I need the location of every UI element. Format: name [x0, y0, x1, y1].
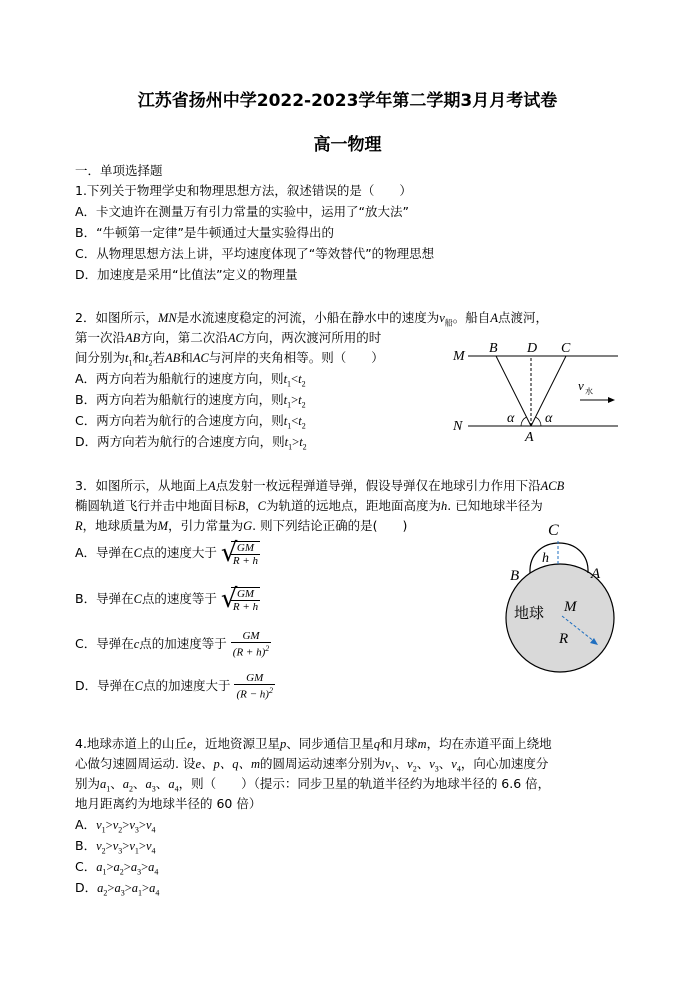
- var-e: e: [186, 737, 193, 751]
- section-heading: 一．单项选择题: [75, 163, 163, 178]
- q3-option-d: [75, 672, 275, 701]
- var-t: t: [299, 435, 303, 449]
- var-c: C: [134, 678, 143, 693]
- q4-option-b: [75, 838, 156, 859]
- text: C．两方向若为航行的合速度方向，则: [75, 413, 284, 428]
- var-a: A: [490, 311, 498, 325]
- sub: 4: [151, 825, 156, 835]
- text: 为轨道的远地点，距地面高度为: [266, 498, 442, 513]
- text: 是水流速度稳定的河流，小船在静水中的速度为: [176, 310, 440, 325]
- text: . 则下列结论正确的是( ): [252, 518, 408, 533]
- denominator: [234, 684, 274, 701]
- q2-option-c: [75, 413, 306, 434]
- sub: 2: [101, 846, 106, 856]
- sub: 2: [301, 400, 306, 410]
- sub: 2: [301, 421, 306, 431]
- sub: 4: [151, 846, 156, 856]
- var-v: v: [439, 311, 445, 325]
- sub: 1: [128, 358, 133, 368]
- gt: >: [107, 881, 115, 895]
- text: D．导弹在: [75, 677, 135, 693]
- var: v: [145, 818, 152, 832]
- label-h: h: [542, 551, 549, 566]
- text: C．导弹在: [75, 635, 134, 651]
- q1-option-a: A．卡文迪许在测量万有引力常量的实验中，运用了“放大法”: [75, 204, 410, 219]
- text: D．两方向若为航行的合速度方向，则: [75, 434, 285, 449]
- angle-arc-left: [521, 417, 527, 426]
- text: ，向心加速度分: [460, 756, 549, 771]
- exam-title: 江苏省扬州中学2022-2023学年第二学期3月月考试卷: [137, 91, 558, 111]
- sub: 1: [390, 764, 395, 774]
- sqrt-expression: [221, 586, 260, 613]
- var-v: v: [407, 757, 413, 771]
- q2-option-b: [75, 392, 306, 413]
- label-d: D: [527, 341, 538, 356]
- var-a: a: [168, 777, 175, 791]
- var: a: [149, 881, 156, 895]
- text: 和: [132, 350, 146, 365]
- label-a: A: [591, 566, 601, 582]
- var-ac: AC: [227, 331, 244, 345]
- text: 间分别为: [75, 350, 126, 365]
- q4-stem-line1: [75, 736, 552, 752]
- var-t: t: [298, 372, 302, 386]
- text: B．两方向若为船航行的速度方向，则: [75, 392, 284, 407]
- var: a: [97, 881, 104, 895]
- sub: 2: [301, 379, 306, 389]
- sub: 3: [118, 846, 123, 856]
- label-v-sub: 水: [585, 387, 593, 396]
- text: A．导弹在: [75, 545, 134, 560]
- var-p: p: [280, 737, 287, 751]
- sep: 、: [416, 756, 430, 771]
- numerator: GM: [236, 542, 255, 554]
- text: ，: [245, 498, 258, 513]
- label-c: C: [548, 522, 559, 539]
- radical-sign: √: [220, 538, 238, 568]
- var-v: v: [385, 757, 391, 771]
- sub: 1: [106, 784, 111, 794]
- text: 点的加速度大于: [142, 677, 231, 693]
- text: 。船自: [452, 310, 491, 325]
- var-t: t: [283, 372, 288, 386]
- q4-stem-line4: 地月距离约为地球半径的 60 倍）: [75, 796, 262, 811]
- var-m: M: [157, 519, 169, 533]
- sub: 2: [412, 764, 417, 774]
- var: v: [129, 839, 135, 853]
- var: v: [129, 818, 135, 832]
- q4-option-d: [75, 880, 159, 901]
- var: v: [145, 839, 152, 853]
- sub: 3: [137, 867, 142, 877]
- sub: 2: [302, 442, 307, 452]
- var-acb: ACB: [540, 479, 565, 493]
- var: v: [112, 818, 119, 832]
- label-a: A: [525, 430, 534, 445]
- text: 和月球: [380, 736, 418, 751]
- var: v: [96, 839, 102, 853]
- numerator: GM: [246, 672, 264, 684]
- sub: 4: [174, 784, 179, 794]
- label-n: N: [453, 419, 463, 434]
- label-m: M: [453, 349, 465, 364]
- var-ab: AB: [165, 351, 181, 365]
- vars-epqm: e、p、q、m: [195, 757, 261, 771]
- text: 椭圆轨道飞行并击中地面目标: [75, 498, 238, 513]
- text: 点的加速度等于: [139, 635, 227, 651]
- gt: >: [138, 839, 146, 853]
- var-a: A: [207, 479, 216, 493]
- sub: 1: [287, 421, 292, 431]
- var-t: t: [125, 351, 129, 365]
- var-q: q: [373, 737, 381, 751]
- label-c: C: [561, 341, 571, 356]
- text: ，均在赤道平面上绕地: [426, 736, 552, 751]
- q3-stem-line2: [75, 498, 543, 514]
- q3-option-a: [75, 540, 260, 567]
- text: B．导弹在: [75, 591, 134, 606]
- text: D．: [75, 880, 98, 895]
- var-t: t: [298, 414, 302, 428]
- sep: 、: [133, 776, 146, 791]
- sub: 船: [444, 318, 453, 328]
- text: 2．如图所示，: [75, 310, 158, 325]
- text: 别为: [75, 776, 101, 791]
- sep: 、: [438, 756, 452, 771]
- var: a: [114, 881, 121, 895]
- radical-sign: √: [220, 584, 238, 614]
- text: B．: [75, 838, 97, 853]
- gt: >: [141, 860, 149, 874]
- text: 方向，两次渡河所用的时: [243, 330, 382, 345]
- var-h: h: [441, 499, 448, 513]
- text: 方向，第二次沿: [140, 330, 228, 345]
- sep: 、: [155, 776, 169, 791]
- q2-option-a: [75, 371, 306, 392]
- var-t: t: [283, 414, 288, 428]
- denominator: R + h: [232, 555, 259, 567]
- exponent: 2: [265, 644, 270, 653]
- relation: <: [291, 372, 299, 386]
- numerator: GM: [242, 630, 260, 642]
- label-m: M: [564, 599, 577, 615]
- sub: 3: [151, 784, 156, 794]
- gt: >: [138, 818, 146, 832]
- q2-stem-line3: [75, 350, 384, 371]
- arrow-head: [608, 397, 615, 403]
- text: 点的速度大于: [141, 545, 217, 560]
- var-t: t: [298, 393, 302, 407]
- denominator-text: (R − h): [236, 688, 269, 701]
- sub: 4: [154, 867, 159, 877]
- text: 点的速度等于: [141, 591, 217, 606]
- gt: >: [142, 881, 150, 895]
- label-alpha-right: α: [545, 411, 553, 426]
- text: 点发射一枚远程弹道导弹，假设导弹仅在地球引力作用下沿: [215, 478, 541, 493]
- sub: 3: [134, 825, 139, 835]
- text: . 已知地球半径为: [447, 498, 543, 513]
- sub: 3: [434, 764, 439, 774]
- var-c: c: [133, 636, 140, 651]
- sub: 1: [102, 867, 107, 877]
- var-ab: AB: [125, 331, 141, 345]
- var-t: t: [145, 351, 149, 365]
- sub: 2: [119, 867, 124, 877]
- text: ，引力常量为: [168, 518, 244, 533]
- q2-option-d: [75, 434, 307, 455]
- var-a: a: [100, 777, 107, 791]
- exponent: 2: [268, 686, 273, 695]
- q3-stem-line1: [75, 478, 564, 494]
- label-alpha-left: α: [507, 411, 515, 426]
- var-v: v: [451, 757, 457, 771]
- text: 、同步通信卫星: [286, 736, 374, 751]
- text: 点渡河，: [497, 310, 548, 325]
- denominator: R + h: [232, 601, 259, 613]
- text: A．: [75, 817, 97, 832]
- var-v: v: [429, 757, 435, 771]
- denominator-text: (R + h): [232, 646, 266, 659]
- var-ac: AC: [192, 351, 209, 365]
- text: ，地球质量为: [82, 518, 158, 533]
- text: 第一次沿: [75, 330, 126, 345]
- angle-arc-right: [536, 417, 542, 426]
- sub: 1: [287, 379, 292, 389]
- var-a: a: [145, 777, 152, 791]
- sub: 1: [287, 400, 292, 410]
- gt: >: [122, 818, 130, 832]
- text: 的圆周运动速率分别为: [260, 756, 386, 771]
- sep: 、: [394, 756, 408, 771]
- sqrt-expression: [221, 540, 260, 567]
- text: 4.地球赤道上的山丘: [75, 736, 187, 751]
- text: 心做匀速圆周运动. 设: [75, 756, 196, 771]
- relation: <: [291, 414, 299, 428]
- sub: 1: [134, 846, 139, 856]
- var-m: m: [417, 737, 427, 751]
- q4-stem-line3: [75, 776, 550, 797]
- sub: 1: [288, 442, 293, 452]
- var-mn: MN: [157, 311, 177, 325]
- label-earth: 地球: [514, 604, 545, 622]
- q1-stem: 1.下列关于物理学史和物理思想方法，叙述错误的是（ ）: [75, 183, 412, 198]
- sub: 3: [120, 888, 125, 898]
- label-v: v: [578, 378, 584, 393]
- var: v: [112, 839, 119, 853]
- sub: 2: [148, 358, 153, 368]
- q1-option-d: D．加速度是采用“比值法”定义的物理量: [75, 267, 298, 282]
- gt: >: [122, 839, 130, 853]
- relation: >: [291, 393, 299, 407]
- q3-stem-line3: [75, 518, 407, 534]
- var-g: G: [243, 519, 253, 533]
- q1-option-b: B．“牛顿第一定律”是牛顿通过大量实验得出的: [75, 225, 335, 240]
- var-r: R: [75, 519, 83, 533]
- numerator: GM: [236, 588, 255, 600]
- var-c: C: [257, 499, 267, 513]
- var-t: t: [284, 435, 289, 449]
- label-b: B: [489, 341, 498, 356]
- label-b: B: [510, 568, 520, 584]
- sub: 1: [138, 888, 143, 898]
- q2-stem-line2: [75, 330, 381, 346]
- sub: 4: [155, 888, 160, 898]
- var-b: B: [237, 499, 246, 513]
- text: ，则（ ）（提示：同步卫星的轨道半径约为地球半径的 6.6 倍，: [178, 776, 551, 791]
- relation: >: [292, 435, 300, 449]
- text: 与河岸的夹角相等。则（ ）: [208, 350, 384, 365]
- var: a: [113, 860, 120, 874]
- text: 若: [152, 350, 166, 365]
- var: v: [96, 818, 102, 832]
- denominator: [231, 642, 271, 659]
- sep: 、: [110, 776, 123, 791]
- label-r: R: [559, 631, 569, 647]
- var: a: [130, 860, 138, 874]
- sub: 1: [101, 825, 106, 835]
- fraction: [231, 630, 271, 659]
- text: 和: [180, 350, 193, 365]
- river-figure: [448, 338, 633, 446]
- gt: >: [124, 881, 132, 895]
- q3-option-c: [75, 630, 271, 659]
- q1-option-c: C．从物理思想方法上讲，平均速度体现了“等效替代”的物理思想: [75, 246, 435, 261]
- sub: 4: [456, 764, 461, 774]
- sub: 2: [118, 825, 123, 835]
- text: 3．如图所示，从地面上: [75, 478, 208, 493]
- sub: 2: [129, 784, 134, 794]
- gt: >: [105, 839, 113, 853]
- sub: 2: [103, 888, 108, 898]
- var: a: [148, 860, 155, 874]
- gt: >: [105, 818, 113, 832]
- text: C．: [75, 859, 97, 874]
- var-t: t: [283, 393, 288, 407]
- text: ，近地资源卫星: [192, 736, 281, 751]
- gt: >: [106, 860, 114, 874]
- gt: >: [123, 860, 131, 874]
- var: a: [131, 881, 139, 895]
- fraction: [234, 672, 274, 701]
- q4-option-c: [75, 859, 158, 880]
- subject-title: 高一物理: [313, 135, 382, 155]
- q4-option-a: [75, 817, 156, 838]
- q2-stem-line1: [75, 310, 548, 331]
- q3-option-b: [75, 586, 260, 613]
- text: A．两方向若为船航行的速度方向，则: [75, 371, 284, 386]
- var-a: a: [122, 777, 130, 791]
- q4-stem-line2: [75, 756, 548, 777]
- missile-figure: [500, 518, 620, 683]
- var-c: C: [133, 546, 142, 560]
- var-c: C: [133, 592, 142, 606]
- var: a: [96, 860, 103, 874]
